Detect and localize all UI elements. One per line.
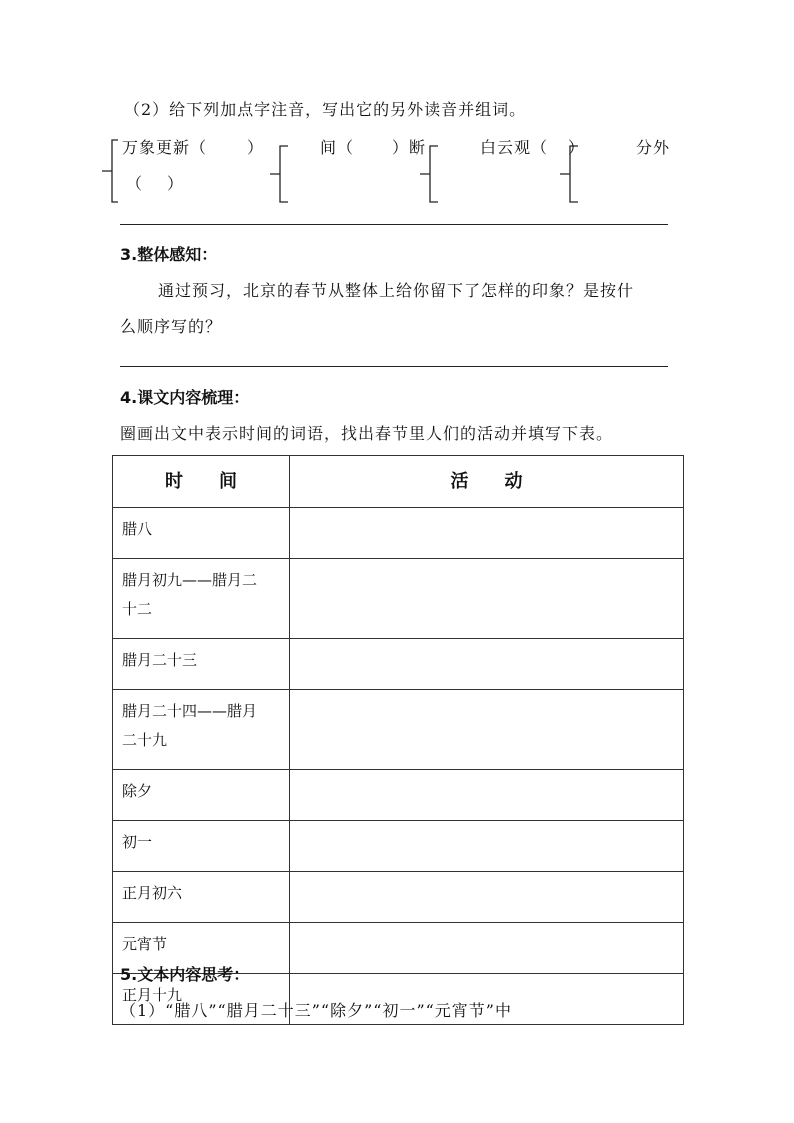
table-row: [113, 821, 684, 872]
time-cell: 腊月二十四——腊月 二十九: [113, 690, 290, 770]
time-cell: 正月十九: [113, 974, 290, 1025]
s5-q1: （1）“腊八”“腊月二十三”“除夕”“初一”“元宵节”中: [120, 1001, 512, 1020]
time-cell: 腊月初九——腊月二 十二: [113, 559, 290, 639]
activity-cell[interactable]: [290, 508, 684, 559]
s4-heading: 4.课文内容梳理：: [120, 388, 250, 407]
brace-2: [270, 146, 288, 202]
s4-instruction: 圈画出文中表示时间的词语，找出春节里人们的活动并填写下表。: [120, 424, 614, 443]
item-3-word: 白云观（ ）: [480, 138, 586, 157]
activity-cell[interactable]: [290, 639, 684, 690]
time-cell: 初一: [113, 821, 290, 872]
header-activity: 活 动: [290, 456, 684, 508]
activity-cell[interactable]: [290, 559, 684, 639]
activity-cell[interactable]: [290, 690, 684, 770]
brace-1: [102, 140, 118, 202]
s5-heading: 5.文本内容思考：: [120, 965, 250, 984]
activity-cell[interactable]: [290, 770, 684, 821]
table-row: [113, 690, 684, 770]
s3-line2: 么顺序写的？: [120, 317, 223, 336]
header-time: 时 间: [113, 456, 290, 508]
item-1-word: 万象更新（ ）: [122, 138, 265, 157]
answer-line-1: [120, 224, 668, 225]
answer-line-2: [120, 366, 668, 367]
table-header-row: [113, 456, 684, 508]
activity-table: [112, 455, 684, 1025]
item-4-word: 分外: [636, 138, 671, 157]
activity-cell[interactable]: [290, 872, 684, 923]
time-cell: 腊月二十三: [113, 639, 290, 690]
activity-cell[interactable]: [290, 821, 684, 872]
time-cell: 正月初六: [113, 872, 290, 923]
item-1-second: （ ）: [126, 174, 185, 193]
q2-title: （2）给下列加点字注音，写出它的另外读音并组词。: [124, 100, 527, 119]
s3-heading: 3.整体感知：: [120, 245, 218, 264]
s3-line1: 通过预习，北京的春节从整体上给你留下了怎样的印象？是按什: [158, 281, 635, 300]
table-row: [113, 639, 684, 690]
time-cell: 腊八: [113, 508, 290, 559]
time-cell: 元宵节: [113, 923, 290, 974]
table-row: [113, 872, 684, 923]
table-row: [113, 770, 684, 821]
time-cell: 除夕: [113, 770, 290, 821]
table-row: [113, 508, 684, 559]
table-row: [113, 559, 684, 639]
brace-group-lines: [0, 0, 794, 220]
item-2-word: 间（ ）断: [320, 138, 427, 157]
activity-cell[interactable]: [290, 923, 684, 974]
